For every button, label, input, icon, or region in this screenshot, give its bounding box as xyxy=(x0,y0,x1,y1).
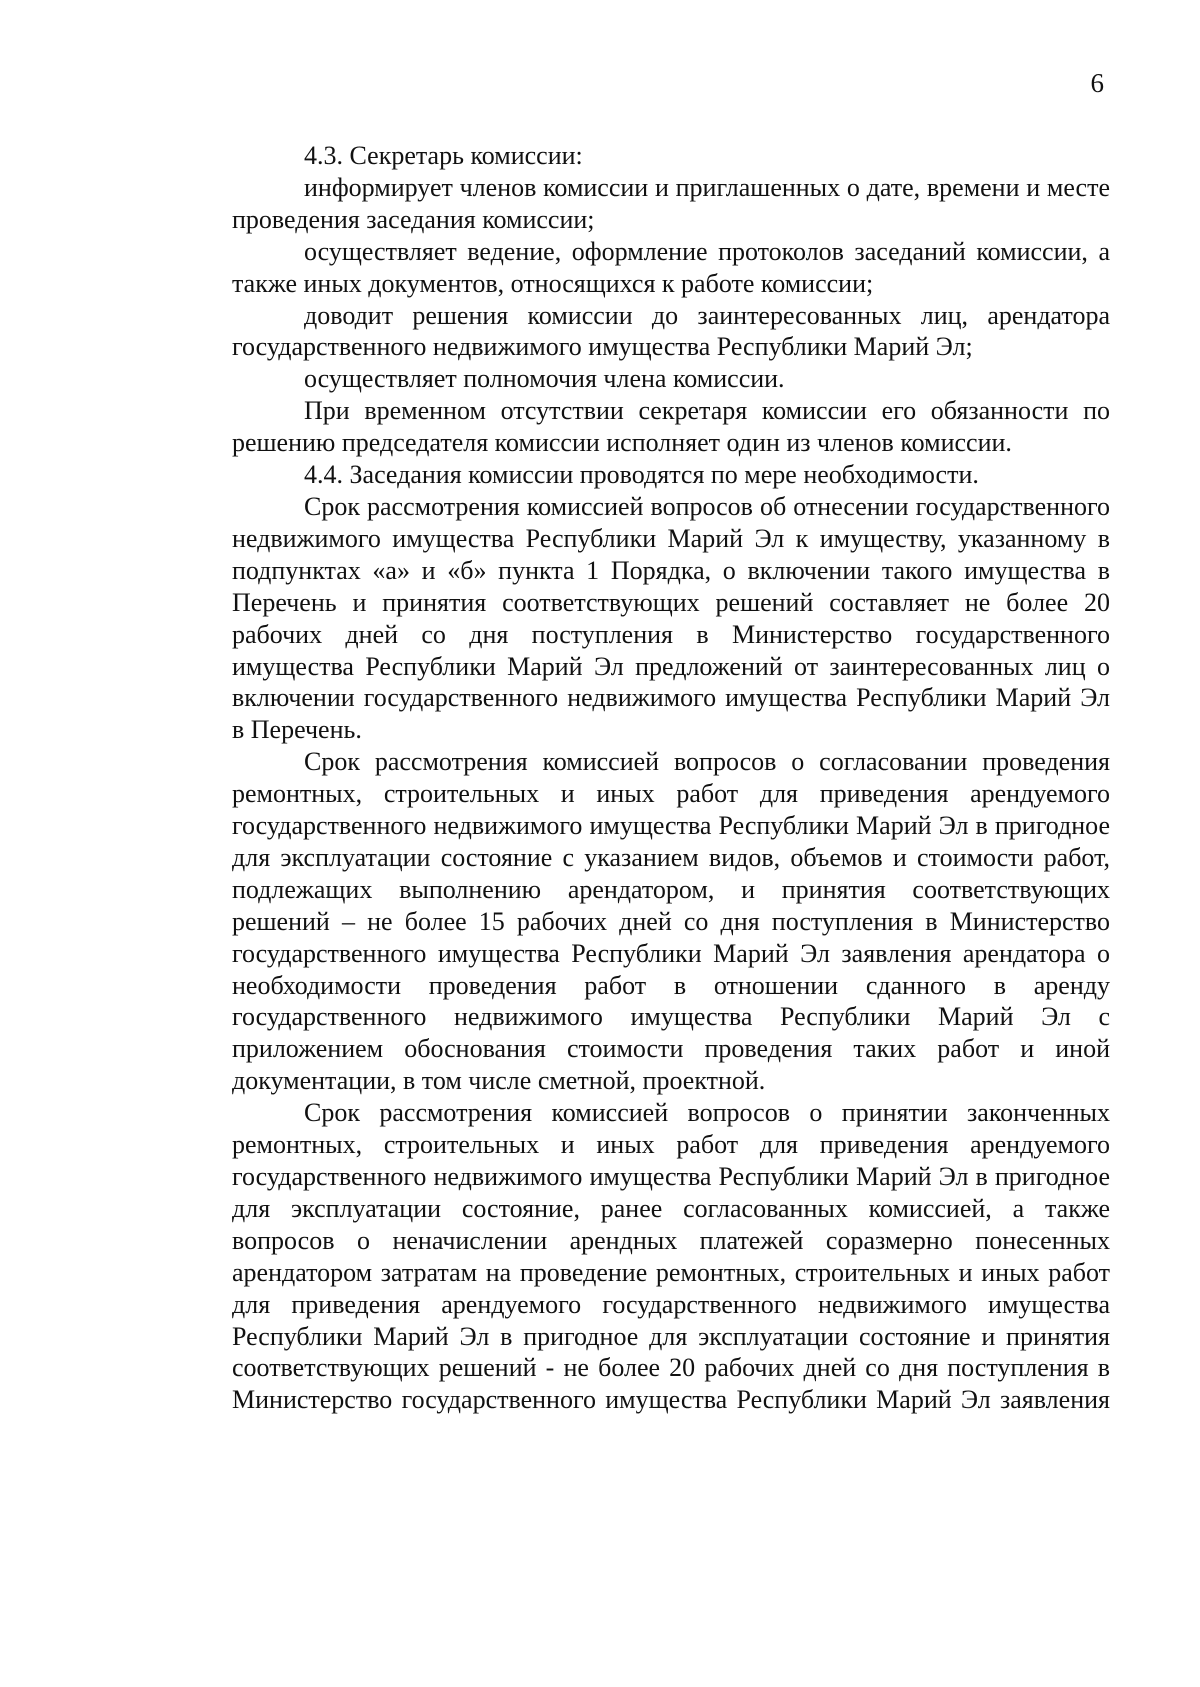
document-body xyxy=(232,140,1110,1416)
page-number: 6 xyxy=(1090,68,1104,98)
paragraph-4-4-meetings: 4.4. Заседания комиссии проводятся по мере необходимости. xyxy=(304,460,979,490)
paragraph-term-inclusion: Срок рассмотрения комиссией вопросов об отнесении государственного недвижимого имущества Республики Марий Эл к имуществу, указанному в подпунктах «а» и «б» пункта 1 Порядка, о включении такого имущества в Перечень и принятия соответствующих решений составляет не более 20 рабочих дней со дня поступления в Министерство государственного имущества Республики Марий Эл предложений от заинтересованных лиц о включении государственного недвижимого имущества Республики Марий Эл в Перечень. xyxy=(232,491,1110,745)
paragraph-secretary-minutes: осуществляет ведение, оформление протоколов заседаний комиссии, а также иных документов, относящихся к работе комиссии; xyxy=(232,236,1110,298)
paragraph-secretary-absence: При временном отсутствии секретаря комиссии его обязанности по решению председателя комиссии исполняет один из членов комиссии. xyxy=(232,396,1110,458)
paragraph-secretary-decisions: доводит решения комиссии до заинтересованных лиц, арендатора государственного недвижимого имущества Республики Марий Эл; xyxy=(232,300,1110,362)
paragraph-secretary-informs: информирует членов комиссии и приглашенных о дате, времени и месте проведения заседания комиссии; xyxy=(232,172,1110,234)
paragraph-term-acceptance-works: Срок рассмотрения комиссией вопросов о принятии законченных ремонтных, строительных и иных работ для приведения арендуемого государственного недвижимого имущества Республики Марий Эл в пригодное для эксплуатации состояние, ранее согласованных комиссией, а также вопросов о неначислении арендных платежей соразмерно понесенных арендатором затратам на проведение ремонтных, строительных и иных работ для приведения арендуемого государственного недвижимого имущества Республики Марий Эл в пригодное для эксплуатации состояние и принятия соответствующих решений - не более 20 рабочих дней со дня поступления в Министерство государственного имущества Республики Марий Эл заявления xyxy=(232,1098,1110,1415)
paragraph-4-3-heading: 4.3. Секретарь комиссии: xyxy=(304,141,583,170)
paragraph-secretary-powers: осуществляет полномочия члена комиссии. xyxy=(304,364,785,394)
paragraph-term-approval-works: Срок рассмотрения комиссией вопросов о согласовании проведения ремонтных, строительных и иных работ для приведения арендуемого государственного недвижимого имущества Республики Марий Эл в пригодное для эксплуатации состояние с указанием видов, объемов и стоимости работ, подлежащих выполнению арендатором, и принятия соответствующих решений – не более 15 рабочих дней со дня поступления в Министерство государственного имущества Республики Марий Эл заявления арендатора о необходимости проведения работ в отношении сданного в аренду государственного недвижимого имущества Республики Марий Эл с приложением обоснования стоимости проведения таких работ и иной документации, в том числе сметной, проектной. xyxy=(232,747,1110,1096)
